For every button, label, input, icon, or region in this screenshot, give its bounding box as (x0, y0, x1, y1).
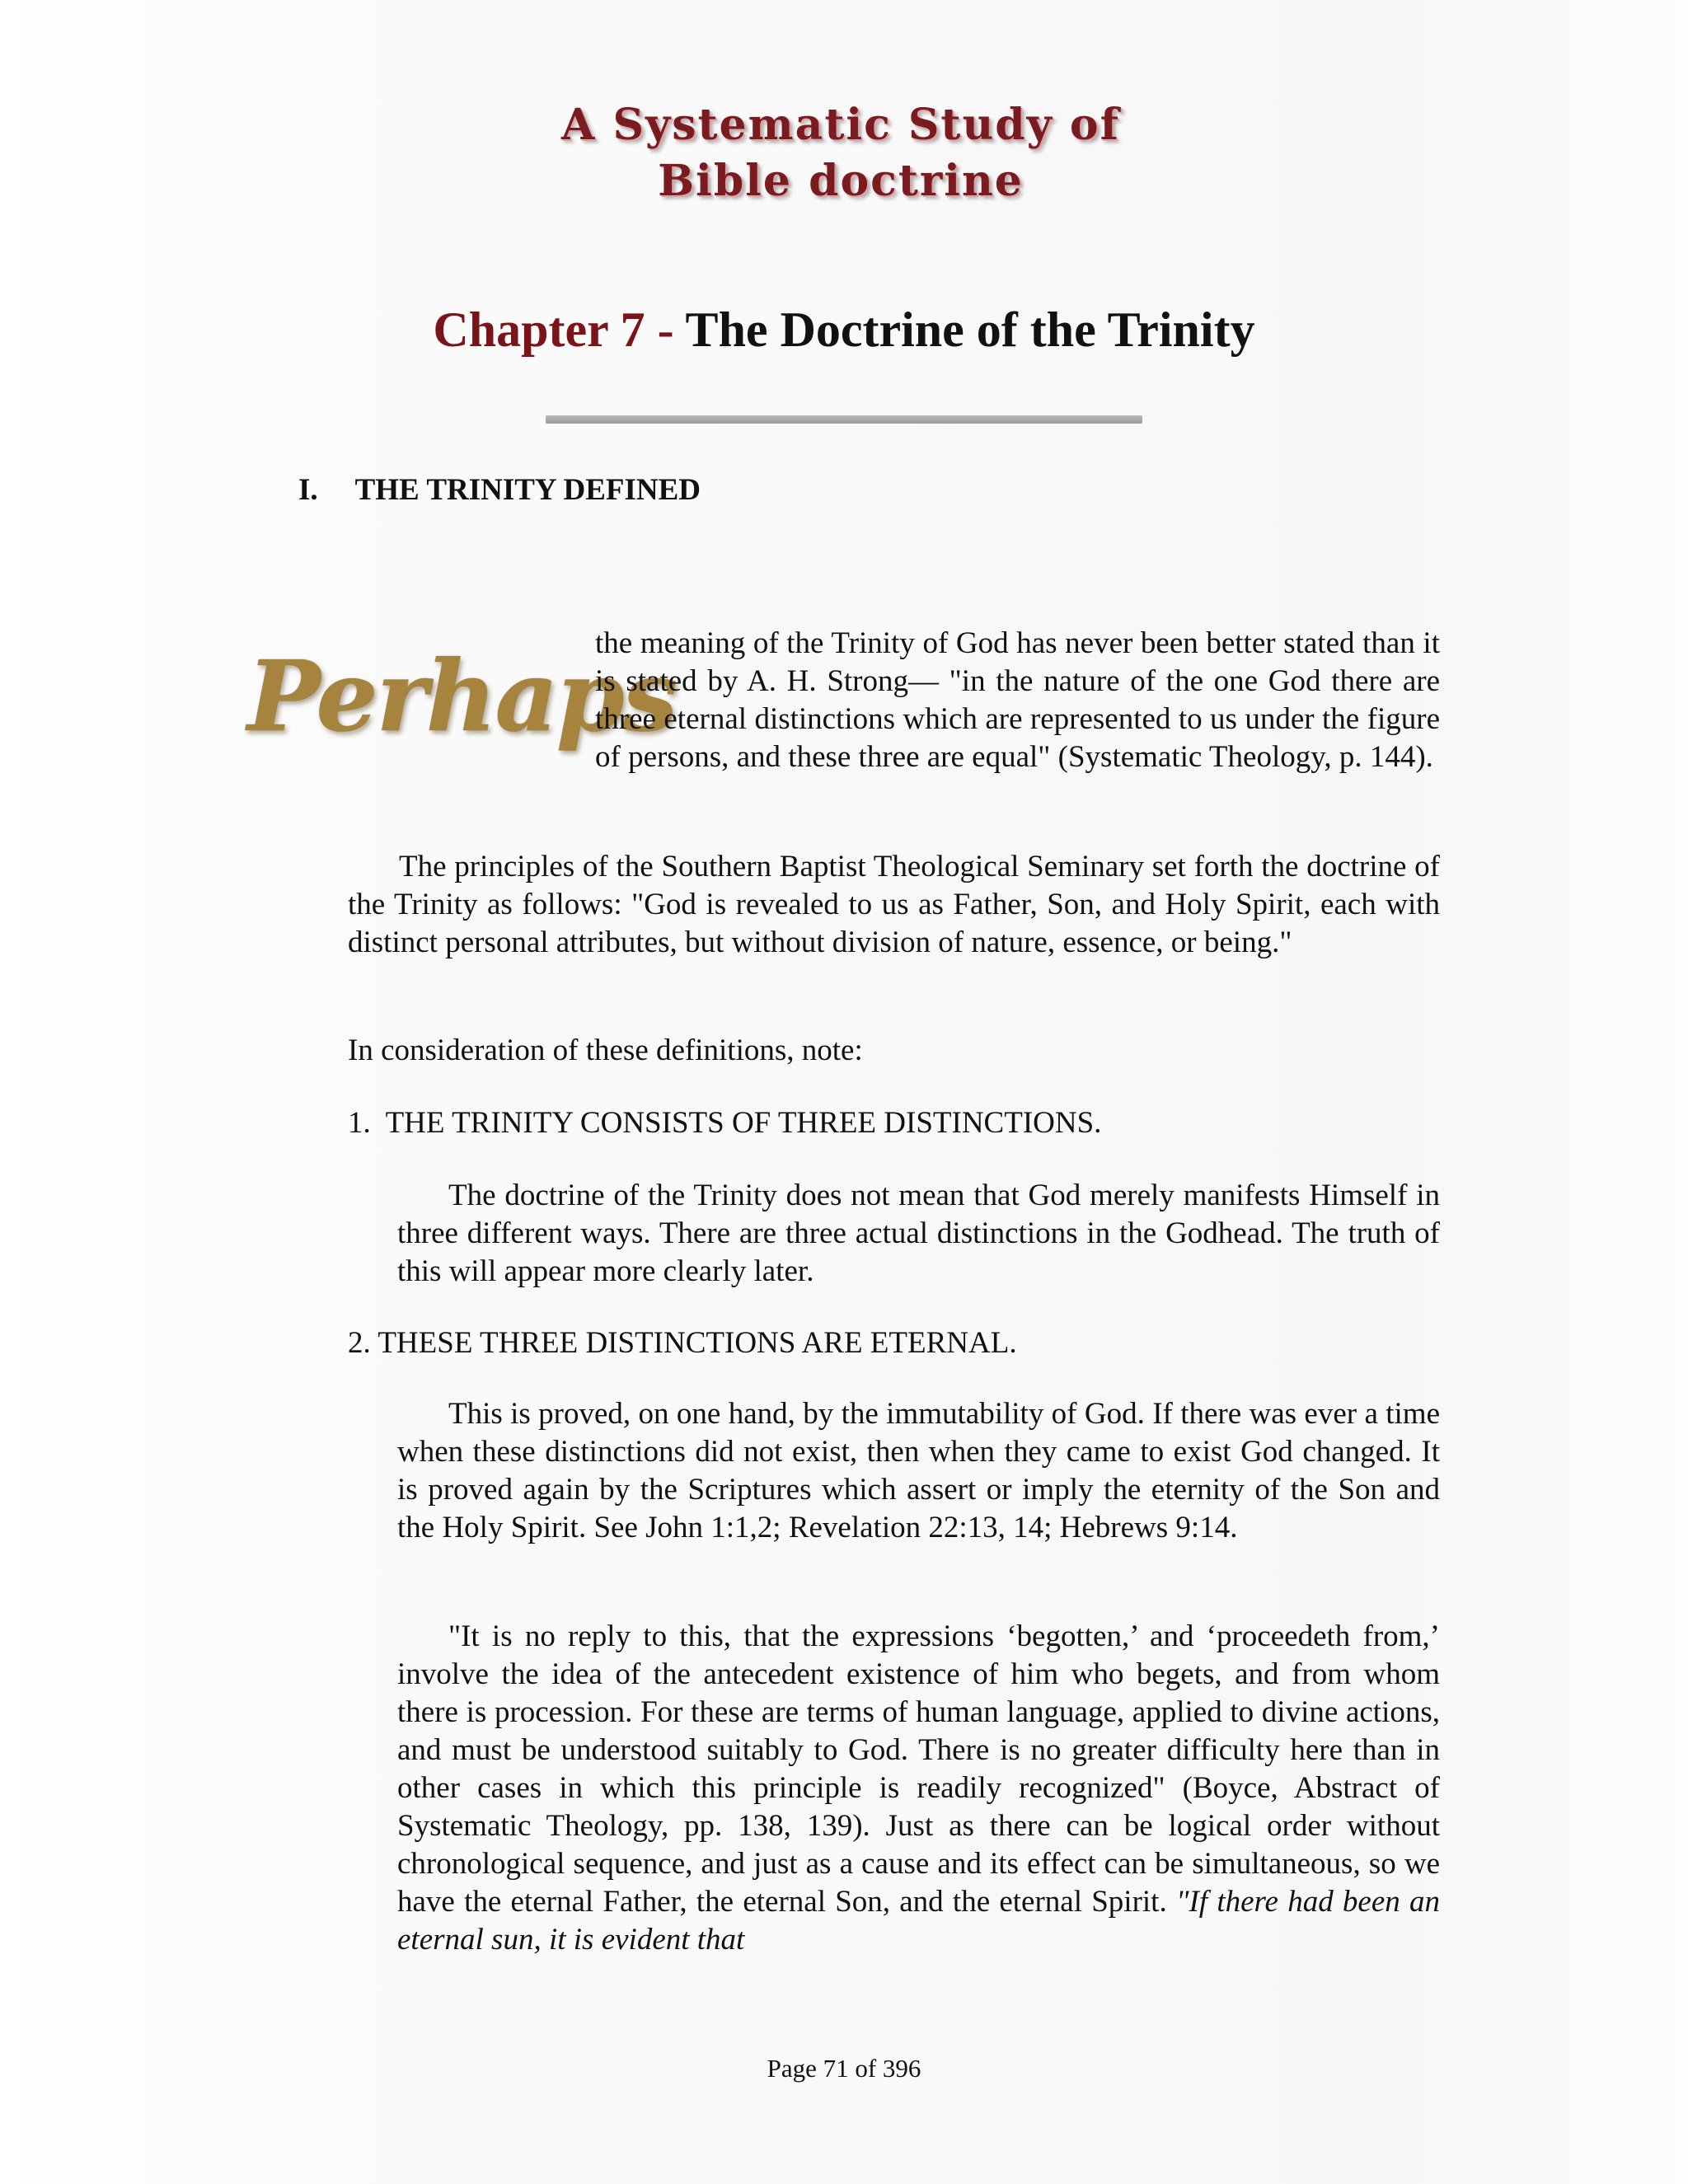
boyce-quote-italic: "If there had been an eternal sun, it is evident that (397, 1885, 1440, 1957)
boyce-quote-paragraph (397, 1618, 1440, 1959)
point-1-heading: 1. THE TRINITY CONSISTS OF THREE DISTINCTIONS. (348, 1106, 1102, 1140)
banner-line-2: Bible doctrine (658, 156, 1024, 206)
chapter-name: The Doctrine of the Trinity (685, 302, 1255, 357)
section-heading (298, 470, 701, 511)
page-number-footer: Page 71 of 396 (767, 2054, 921, 2083)
chapter-title (0, 297, 1688, 363)
point-2-heading: 2. THESE THREE DISTINCTIONS ARE ETERNAL. (348, 1326, 1017, 1360)
boyce-quote-text: "It is no reply to this, that the expressions ‘begotten,’ and ‘proceedeth from,’ involve the idea of the antecedent existence of him who begets, and from whom there is procession. For these are terms of human language, applied to divine actions, and must be understood suitably to God. There is no greater difficulty here than in other cases in which this principle is readily recognized" (Boyce, Abstract of Systematic Theology, pp. 138, 139). Just as there can be logical order without chronological sequence, and just as a cause and its effect can be simultaneous, so we have the eternal Father, the eternal Son, and the eternal Spirit. (397, 1619, 1440, 1919)
chapter-label: Chapter 7 - (433, 302, 674, 357)
seminary-paragraph: The principles of the Southern Baptist Theological Seminary set forth the doctrine of the Trinity as follows: "God is revealed to us as Father, Son, and Holy Spirit, each with distinct personal attributes, but without division of nature, essence, or being." (348, 850, 1440, 959)
point-1-body: The doctrine of the Trinity does not mean that God merely manifests Himself in three different ways. There are three actual distinctions in the Godhead. The truth of this will appear more clearly later. (397, 1179, 1440, 1288)
intro-paragraph: the meaning of the Trinity of God has never been better stated than it is stated by A. H. Strong— "in the nature of the one God there are three eternal distinctions which are represented to us under the figure of persons, and these three are equal" (Systematic Theology, p. 144). (595, 626, 1440, 774)
book-title-banner (560, 97, 1121, 213)
section-title: THE TRINITY DEFINED (354, 473, 701, 507)
consideration-line: In consideration of these definitions, note: (348, 1033, 863, 1067)
decorative-drop-word: Perhaps (247, 639, 676, 753)
horizontal-rule (546, 415, 1142, 424)
point-2-body: This is proved, on one hand, by the immutability of God. If there was ever a time when these distinctions did not exist, then when they came to exist God changed. It is proved again by the Scriptures which assert or imply the eternity of the Son and the Holy Spirit. See John 1:1,2; Revelation 22:13, 14; Hebrews 9:14. (397, 1397, 1440, 1544)
banner-line-1: A Systematic Study of (561, 100, 1120, 150)
section-number: I. (298, 473, 318, 507)
